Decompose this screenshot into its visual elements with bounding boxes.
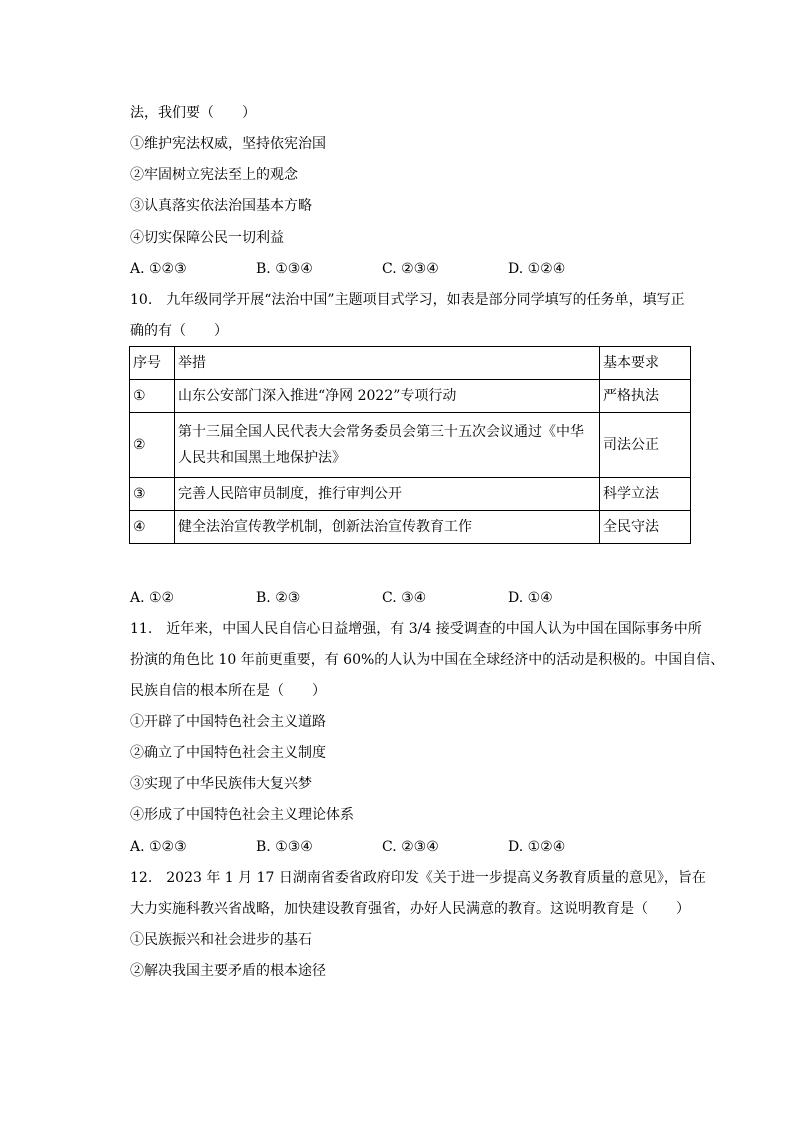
q11-item-2: ②确立了中国特色社会主义制度 (130, 745, 326, 761)
row-measure: 山东公安部门深入推进“净网 2022”专项行动 (175, 380, 600, 413)
q11-item-1: ①开辟了中国特色社会主义道路 (130, 714, 326, 730)
table-header-row (130, 347, 691, 380)
q12-item-2: ②解决我国主要矛盾的根本途径 (130, 963, 326, 979)
q9-option-b: B. ①③④ (256, 261, 313, 277)
q9-item-4: ④切实保障公民一切利益 (130, 230, 284, 246)
row-requirement: 全民守法 (600, 511, 691, 544)
row-no: ④ (130, 511, 175, 544)
q10-option-d: D. ①④ (508, 590, 553, 606)
q10-option-a: A. ①② (130, 590, 175, 606)
q11-stem-line-2: 扮演的角色比 10 年前更重要，有 60%的人认为中国在全球经济中的活动是积极的。中国自信、 (130, 652, 725, 668)
header-no: 序号 (130, 347, 175, 380)
table-row (130, 478, 691, 511)
q9-options (130, 259, 690, 279)
table-row (130, 413, 691, 478)
q10-option-b: B. ②③ (256, 590, 301, 606)
q11-options (130, 837, 690, 857)
q9-option-c: C. ②③④ (382, 261, 439, 277)
q10-stem-line-2: 确的有（ ） (130, 323, 228, 339)
q9-item-3: ③认真落实依法治国基本方略 (130, 198, 312, 214)
header-measure: 举措 (175, 347, 600, 380)
table-row (130, 380, 691, 413)
q11-option-b: B. ①③④ (256, 839, 313, 855)
q11-stem-line-1: 11. 近年来，中国人民自信心日益增强，有 3/4 接受调查的中国人认为中国在国际事务中所 (130, 621, 702, 637)
row-requirement: 严格执法 (600, 380, 691, 413)
q10-options (130, 588, 690, 608)
q10-stem-line-1: 10. 九年级同学开展“法治中国”主题项目式学习，如表是部分同学填写的任务单，填写正 (130, 292, 685, 308)
q10-task-table (129, 346, 691, 544)
q12-stem-line-2: 大力实施科教兴省战略，加快建设教育强省，办好人民满意的教育。这说明教育是（ ） (130, 901, 690, 917)
row-measure: 完善人民陪审员制度，推行审判公开 (175, 478, 600, 511)
row-requirement: 司法公正 (600, 413, 691, 478)
q9-stem-tail: 法，我们要（ ） (130, 105, 256, 121)
q11-option-d: D. ①②④ (508, 839, 566, 855)
q9-option-a: A. ①②③ (130, 261, 187, 277)
q11-stem-line-3: 民族自信的根本所在是（ ） (130, 683, 326, 699)
q9-option-d: D. ①②④ (508, 261, 566, 277)
q9-item-1: ①维护宪法权威，坚持依宪治国 (130, 136, 326, 152)
q11-option-a: A. ①②③ (130, 839, 187, 855)
row-no: ② (130, 413, 175, 478)
header-requirement: 基本要求 (600, 347, 691, 380)
row-measure: 第十三届全国人民代表大会常务委员会第三十五次会议通过《中华人民共和国黑土地保护法》 (175, 413, 600, 478)
row-no: ③ (130, 478, 175, 511)
q12-item-1: ①民族振兴和社会进步的基石 (130, 932, 312, 948)
table-row (130, 511, 691, 544)
q9-item-2: ②牢固树立宪法至上的观念 (130, 167, 298, 183)
q10-option-c: C. ③④ (382, 590, 427, 606)
q11-item-4: ④形成了中国特色社会主义理论体系 (130, 807, 354, 823)
q12-stem-line-1: 12. 2023 年 1 月 17 日湖南省委省政府印发《关于进一步提高义务教育质量的意见》，旨在 (130, 870, 706, 886)
row-requirement: 科学立法 (600, 478, 691, 511)
row-measure: 健全法治宣传教学机制，创新法治宣传教育工作 (175, 511, 600, 544)
row-no: ① (130, 380, 175, 413)
q11-item-3: ③实现了中华民族伟大复兴梦 (130, 776, 312, 792)
q11-option-c: C. ②③④ (382, 839, 439, 855)
